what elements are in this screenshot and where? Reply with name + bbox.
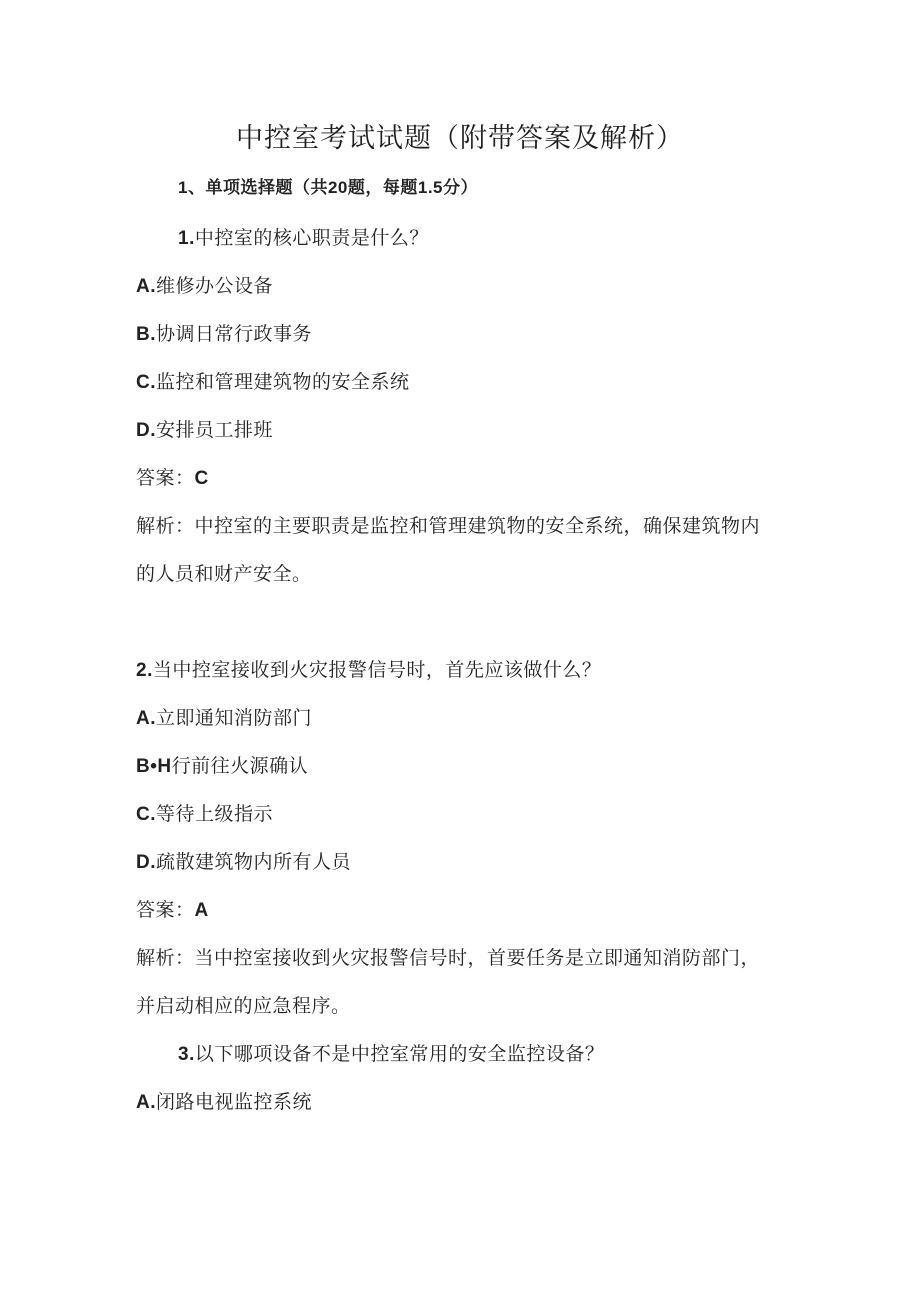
option-text: 维修办公设备 [156, 275, 274, 297]
option-key: B•H [136, 756, 172, 777]
option-text: 立即通知消防部门 [156, 707, 313, 729]
option-text: 安排员工排班 [156, 419, 274, 441]
option-text: 疏散建筑物内所有人员 [156, 851, 352, 873]
option-text: 协调日常行政事务 [156, 323, 313, 345]
answer-label: 答案： [136, 467, 195, 489]
question-number: 3. [178, 1044, 195, 1065]
question-3-stem [178, 1042, 604, 1067]
option-key: C. [136, 372, 156, 393]
analysis-line-1: 解析：中控室的主要职责是监控和管理建筑物的安全系统，确保建筑物内 [136, 515, 761, 537]
answer-label: 答案： [136, 899, 195, 921]
option-text: 监控和管理建筑物的安全系统 [156, 371, 410, 393]
option-b [136, 754, 308, 779]
analysis-line-1: 解析：当中控室接收到火灾报警信号时，首要任务是立即通知消防部门， [136, 947, 761, 969]
option-a [136, 706, 312, 731]
option-key: D. [136, 420, 156, 441]
answer [136, 898, 209, 923]
answer-value: A [194, 900, 209, 921]
question-1-stem [178, 226, 429, 251]
section-heading: 1、单项选择题（共20题，每题1.5分） [178, 178, 478, 197]
option-text: 行前往火源确认 [171, 755, 309, 777]
analysis-line-2: 的人员和财产安全。 [136, 563, 312, 585]
question-text: 当中控室接收到火灾报警信号时，首先应该做什么？ [152, 659, 602, 681]
option-b [136, 322, 312, 347]
option-d [136, 850, 351, 875]
option-key: A. [136, 1092, 156, 1113]
question-text: 以下哪项设备不是中控室常用的安全监控设备？ [194, 1043, 605, 1065]
question-text: 中控室的核心职责是什么？ [194, 227, 429, 249]
answer [136, 466, 209, 491]
option-c [136, 802, 273, 827]
option-key: D. [136, 852, 156, 873]
option-text: 等待上级指示 [156, 803, 274, 825]
answer-value: C [194, 468, 209, 489]
question-number: 2. [136, 660, 153, 681]
option-key: A. [136, 708, 156, 729]
option-key: B. [136, 324, 156, 345]
question-number: 1. [178, 228, 195, 249]
option-text: 闭路电视监控系统 [156, 1091, 313, 1113]
option-key: C. [136, 804, 156, 825]
option-a [136, 274, 273, 299]
option-c [136, 370, 410, 395]
option-key: A. [136, 276, 156, 297]
option-a [136, 1090, 312, 1115]
document-title: 中控室考试试题（附带答案及解析） [236, 123, 684, 154]
option-d [136, 418, 273, 443]
analysis-line-2: 并启动相应的应急程序。 [136, 995, 351, 1017]
question-2-stem [136, 658, 601, 683]
